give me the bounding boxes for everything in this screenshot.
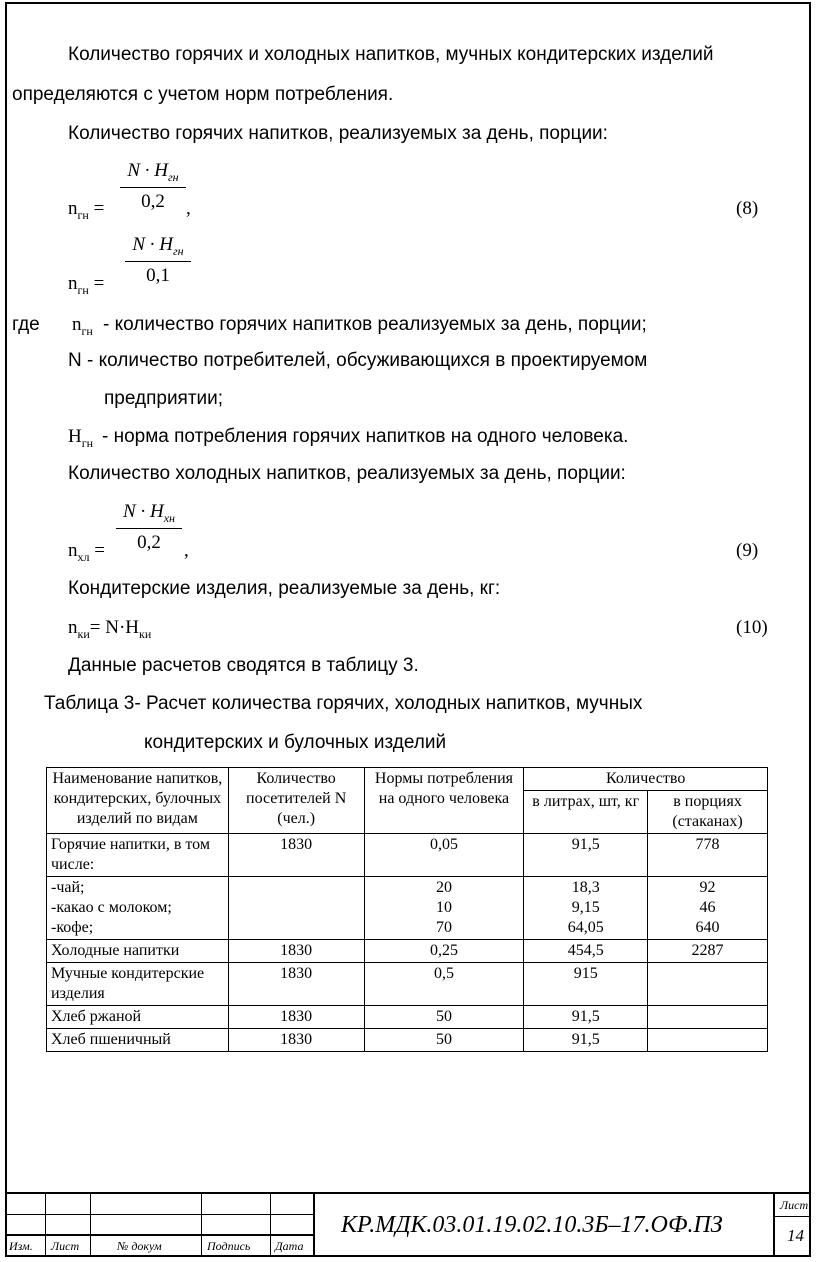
stamp-data-label: Дата — [275, 1239, 304, 1253]
row-name-cell: -чай; -какао с молоком; -кофе; — [47, 877, 229, 940]
stamp-sheet-label: Лист — [780, 1198, 809, 1212]
row-name-cell: Хлеб пшеничный — [47, 1029, 229, 1052]
row-portions-cell — [648, 1029, 768, 1052]
table-row — [47, 877, 768, 940]
table-row — [47, 834, 768, 877]
table-row — [47, 1029, 768, 1052]
row-liters-cell: 91,5 — [524, 834, 648, 877]
row-norm-cell: 20 10 70 — [364, 877, 524, 940]
row-liters-cell: 18,3 9,15 64,05 — [524, 877, 648, 940]
stamp-list-label: Лист — [51, 1239, 80, 1253]
row-name-cell: Мучные кондитерские изделия — [47, 963, 229, 1006]
formula-8-number: (8) — [736, 198, 759, 219]
where-ngn-description: - количество горячих напитков реализуемых за день, порции; — [103, 314, 647, 335]
data-table — [46, 767, 768, 1052]
where-Hgn-variable: $Н_{гн}$ — [68, 426, 94, 450]
row-visitors-cell: 1830 — [228, 834, 364, 877]
row-norm-cell: 0,5 — [364, 963, 524, 1006]
document-code: КР.МДК.03.01.19.02.10.3Б–17.ОФ.ПЗ — [341, 1212, 723, 1238]
paragraph-2: Количество горячих напитков, реализуемых за день, порции: — [68, 123, 608, 144]
row-visitors-cell — [228, 877, 364, 940]
where-Hgn-description: - норма потребления горячих напитков на одного человека. — [102, 426, 629, 447]
paragraph-3: Количество холодных напитков, реализуемых за день, порции: — [68, 463, 626, 484]
formula-9-number: (9) — [736, 540, 759, 561]
row-visitors-cell: 1830 — [228, 1029, 364, 1052]
row-visitors-cell: 1830 — [228, 1006, 364, 1029]
formula-8-lhs: $n_{гн}$ = — [68, 198, 105, 222]
row-liters-cell: 915 — [524, 963, 648, 1006]
row-name-cell: Хлеб ржаной — [47, 1006, 229, 1029]
formula-8-fraction: $N \cdot H_{гн}$ 0,2 — [120, 160, 186, 213]
table-row — [47, 940, 768, 963]
header-portions: в порциях (стаканах) — [648, 791, 768, 834]
formula-9-fraction: $N \cdot H_{хн}$ 0,2 — [116, 501, 182, 554]
row-norm-cell: 0,05 — [364, 834, 524, 877]
row-liters-cell: 91,5 — [524, 1006, 648, 1029]
row-portions-cell — [648, 1006, 768, 1029]
row-norm-cell: 50 — [364, 1006, 524, 1029]
header-visitors: Количество посетителей N (чел.) — [228, 768, 364, 834]
header-name: Наименование напитков, кондитерских, булочных изделий по видам — [47, 768, 229, 834]
stamp-podpis-label: Подпись — [207, 1239, 251, 1253]
paragraph-5: Данные расчетов сводятся в таблицу 3. — [68, 655, 419, 676]
row-portions-cell: 2287 — [648, 940, 768, 963]
row-portions-cell: 92 46 640 — [648, 877, 768, 940]
where-label: где — [12, 314, 40, 335]
table-header-row — [47, 768, 768, 791]
row-liters-cell: 454,5 — [524, 940, 648, 963]
formula-8b-lhs: $n_{гн}$ = — [68, 273, 105, 297]
row-portions-cell — [648, 963, 768, 1006]
where-N-description: N - количество потребителей, обсуживающихся в проектируемом — [68, 350, 648, 371]
header-quantity: Количество — [524, 768, 768, 791]
row-visitors-cell: 1830 — [228, 940, 364, 963]
row-norm-cell: 50 — [364, 1029, 524, 1052]
paragraph-1-line-2: определяются с учетом норм потребления. — [12, 84, 394, 105]
row-name-cell: Холодные напитки — [47, 940, 229, 963]
stamp-izm-label: Изм. — [9, 1239, 33, 1253]
formula-9-comma: , — [184, 540, 189, 561]
formula-8-comma: , — [186, 198, 191, 219]
row-visitors-cell: 1830 — [228, 963, 364, 1006]
row-liters-cell: 91,5 — [524, 1029, 648, 1052]
row-name-cell: Горячие напитки, в том числе: — [47, 834, 229, 877]
table-row — [47, 1006, 768, 1029]
where-N-description-line-2: предприятии; — [104, 388, 224, 409]
paragraph-4: Кондитерские изделия, реализуемые за день, кг: — [68, 578, 501, 599]
table-row — [47, 963, 768, 1006]
table-caption-line-1: Таблица 3- Расчет количества горячих, холодных напитков, мучных — [44, 693, 643, 714]
formula-10: $n_{ки}= N\cdot H_{ки}$ — [68, 617, 152, 641]
formula-9-lhs: $n_{хл}$ = — [68, 540, 105, 564]
title-block — [5, 1192, 811, 1257]
header-norms: Нормы потребления на одного человека — [364, 768, 524, 834]
row-portions-cell: 778 — [648, 834, 768, 877]
formula-8b-fraction: $N \cdot H_{гн}$ 0,1 — [125, 234, 191, 287]
stamp-dokum-label: № докум — [117, 1239, 162, 1253]
formula-10-number: (10) — [736, 617, 768, 638]
header-liters: в литрах, шт, кг — [524, 791, 648, 834]
table-caption-line-2: кондитерских и булочных изделий — [144, 732, 447, 753]
row-norm-cell: 0,25 — [364, 940, 524, 963]
where-variable: $n_{гн}$ — [72, 314, 93, 338]
stamp-sheet-number: 14 — [787, 1226, 804, 1245]
paragraph-1-line-1: Количество горячих и холодных напитков, мучных кондитерских изделий — [68, 44, 714, 65]
